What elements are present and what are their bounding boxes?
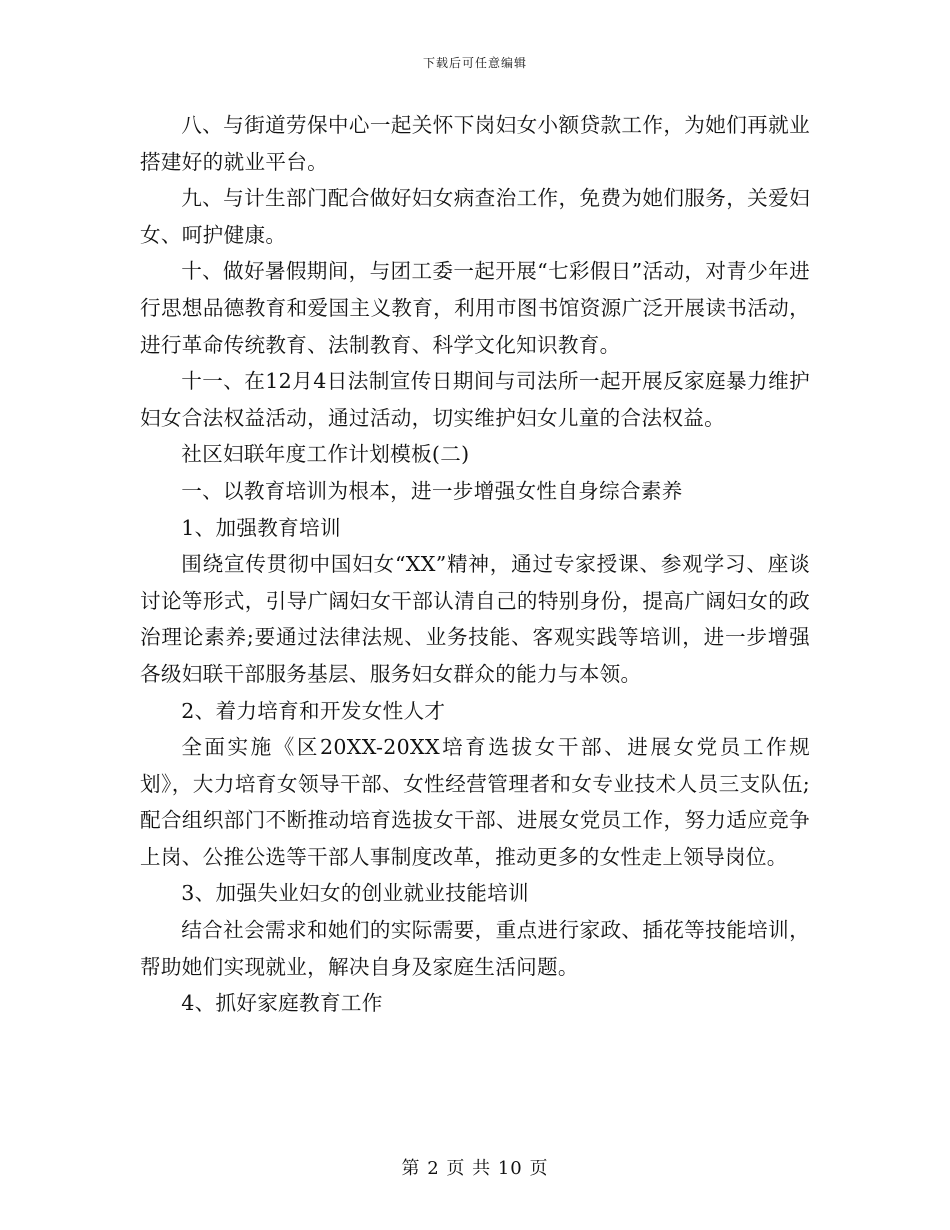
page-number-label: 第 2 页 共 10 页 bbox=[401, 1158, 549, 1179]
paragraph-item-11: 十一、在12月4日法制宣传日期间与司法所一起开展反家庭暴力维护妇女合法权益活动，通过活动，切实维护妇女儿童的合法权益。 bbox=[140, 369, 810, 430]
subheading-family-education: 4、抓好家庭教育工作 bbox=[181, 991, 383, 1016]
paragraph-female-talent-body: 全面实施《区20XX-20XX培育选拔女干部、进展女党员工作规划》，大力培育女领导干部、女性经营管理者和女专业技术人员三支队伍;配合组织部门不断推动培育选拔女干部、进展女党员工作，努力适应竞争上岗、公推公选等干部人事制度改革，推动更多的女性走上领导岗位。 bbox=[140, 735, 810, 869]
heading-education-training: 一、以教育培训为根本，进一步增强女性自身综合素养 bbox=[181, 478, 683, 503]
page-header-note: 下载后可任意编辑 bbox=[422, 56, 527, 70]
paragraph-item-8: 八、与街道劳保中心一起关怀下岗妇女小额贷款工作，为她们再就业搭建好的就业平台。 bbox=[140, 113, 810, 174]
paragraph-item-9: 九、与计生部门配合做好妇女病查治工作，免费为她们服务，关爱妇女、呵护健康。 bbox=[140, 186, 810, 247]
page-footer bbox=[0, 1154, 950, 1180]
paragraph-unemployed-training-body: 结合社会需求和她们的实际需要，重点进行家政、插花等技能培训，帮助她们实现就业，解决自身及家庭生活问题。 bbox=[140, 918, 810, 979]
subheading-female-talent: 2、着力培育和开发女性人才 bbox=[181, 698, 446, 723]
paragraph-training-body: 围绕宣传贯彻中国妇女“XX”精神，通过专家授课、参观学习、座谈讨论等形式，引导广阔妇女干部认清自己的特别身份，提高广阔妇女的政治理论素养;要通过法律法规、业务技能、客观实践等培训，进一步增强各级妇联干部服务基层、服务妇女群众的能力与本领。 bbox=[140, 552, 810, 686]
subheading-unemployed-training: 3、加强失业妇女的创业就业技能培训 bbox=[181, 881, 529, 906]
section-title-template-2: 社区妇联年度工作计划模板(二) bbox=[181, 442, 470, 467]
document-body bbox=[140, 107, 810, 1022]
paragraph-item-10: 十、做好暑假期间，与团工委一起开展“七彩假日”活动，对青少年进行思想品德教育和爱国主义教育，利用市图书馆资源广泛开展读书活动，进行革命传统教育、法制教育、科学文化知识教育。 bbox=[140, 259, 810, 357]
subheading-strengthen-training: 1、加强教育培训 bbox=[181, 515, 341, 540]
